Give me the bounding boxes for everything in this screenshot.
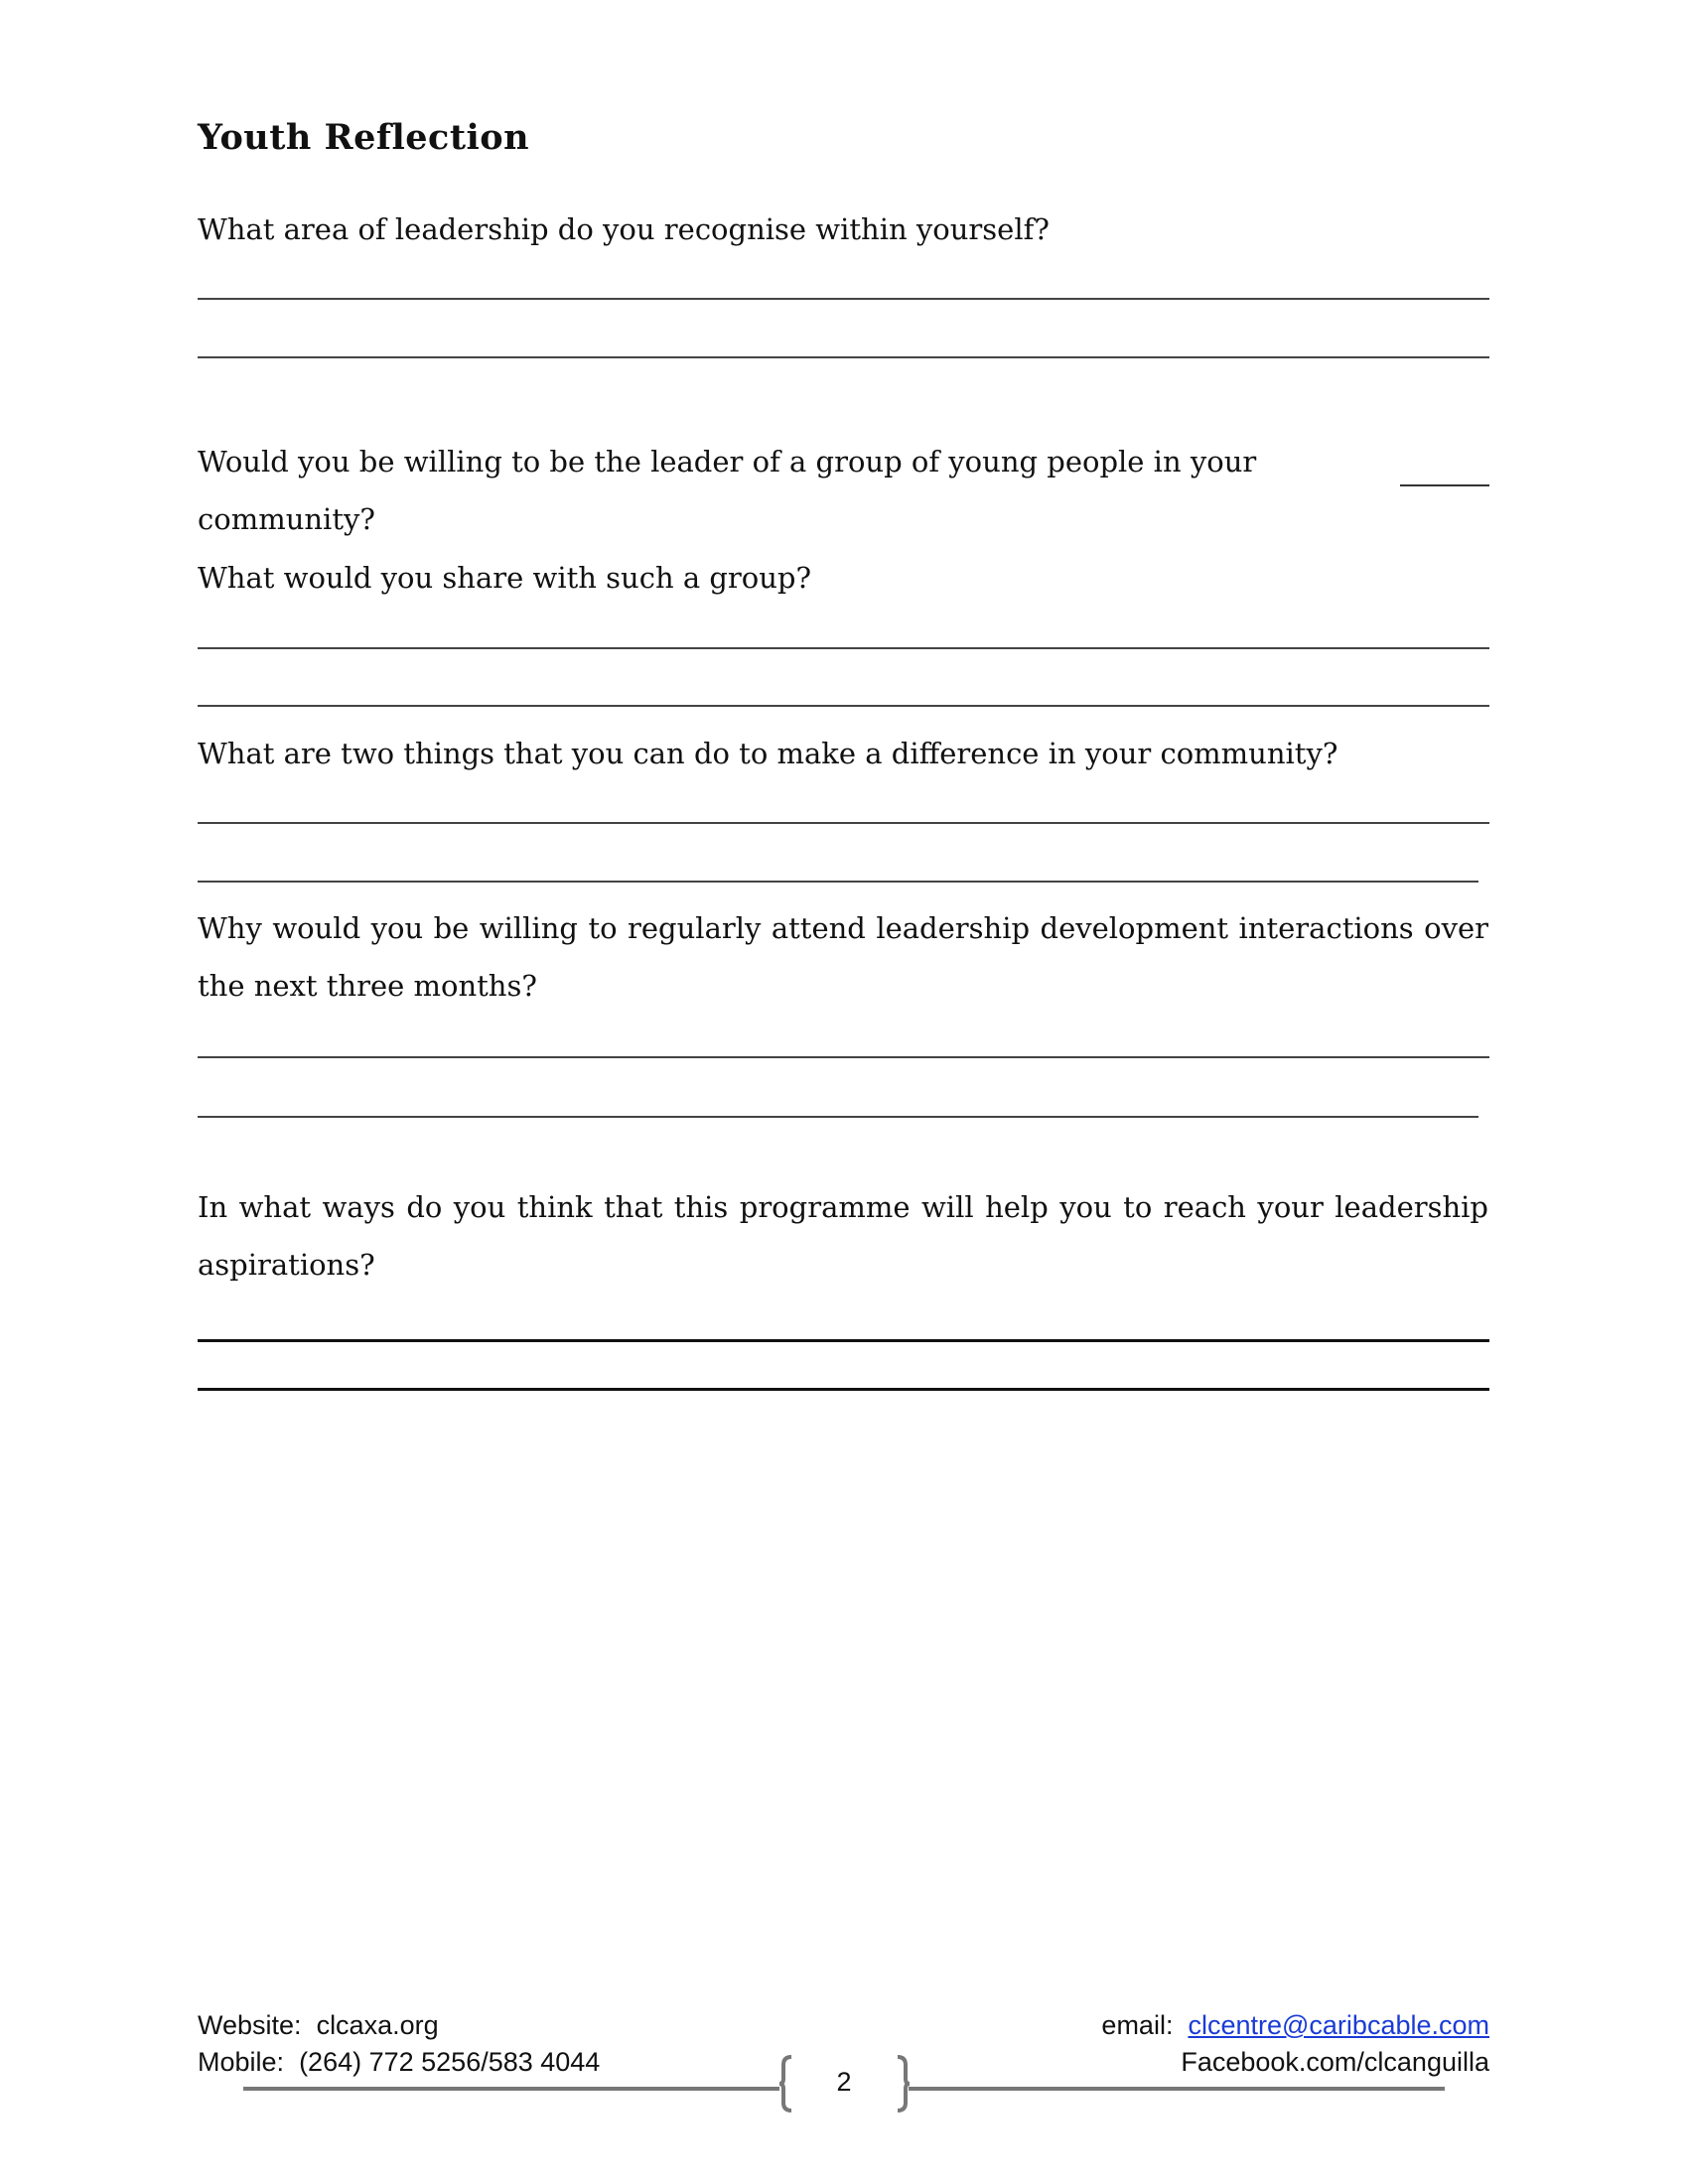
question-3: What would you share with such a group? (198, 561, 812, 595)
mobile-value: (264) 772 5256/583 4044 (299, 2047, 601, 2077)
answer-line[interactable] (198, 705, 1489, 707)
website-value[interactable]: clcaxa.org (316, 2010, 439, 2040)
footer-website (198, 2007, 600, 2044)
footer-contact-right (1101, 2007, 1489, 2081)
question-5: Why would you be willing to regularly attend leadership development interactions over the next three months? (198, 911, 1488, 1003)
mobile-label: Mobile: (198, 2047, 285, 2077)
question-6: In what ways do you think that this programme will help you to reach your leadership aspirations? (198, 1190, 1488, 1282)
answer-line[interactable] (198, 298, 1489, 300)
footer-contact-left (198, 2007, 600, 2081)
answer-line[interactable] (198, 1056, 1489, 1058)
left-bracket-icon (779, 2055, 787, 2113)
footer-rule-right (909, 2087, 1445, 2091)
page-number: 2 (836, 2067, 852, 2097)
email-label: email: (1101, 2010, 1174, 2040)
answer-line[interactable] (198, 1339, 1489, 1342)
right-bracket-icon (896, 2055, 904, 2113)
footer-email (1101, 2007, 1489, 2044)
answer-line[interactable] (198, 822, 1489, 824)
email-link[interactable]: clcentre@caribcable.com (1188, 2010, 1489, 2040)
question-1: What area of leadership do you recognise within yourself? (198, 212, 1050, 246)
footer-facebook[interactable]: Facebook.com/clcanguilla (1181, 2047, 1489, 2077)
page-title: Youth Reflection (198, 117, 530, 158)
website-label: Website: (198, 2010, 302, 2040)
answer-line[interactable] (198, 1388, 1489, 1391)
footer-mobile (198, 2044, 600, 2081)
answer-line[interactable] (198, 356, 1489, 358)
question-4: What are two things that you can do to make a difference in your community? (198, 737, 1338, 770)
answer-line[interactable] (198, 647, 1489, 649)
answer-line[interactable] (198, 881, 1478, 883)
answer-line-inline[interactable] (1400, 484, 1489, 486)
answer-line[interactable] (198, 1116, 1478, 1118)
question-2: Would you be willing to be the leader of a group of young people in your community? (198, 445, 1257, 536)
footer-rule-left (243, 2087, 779, 2091)
